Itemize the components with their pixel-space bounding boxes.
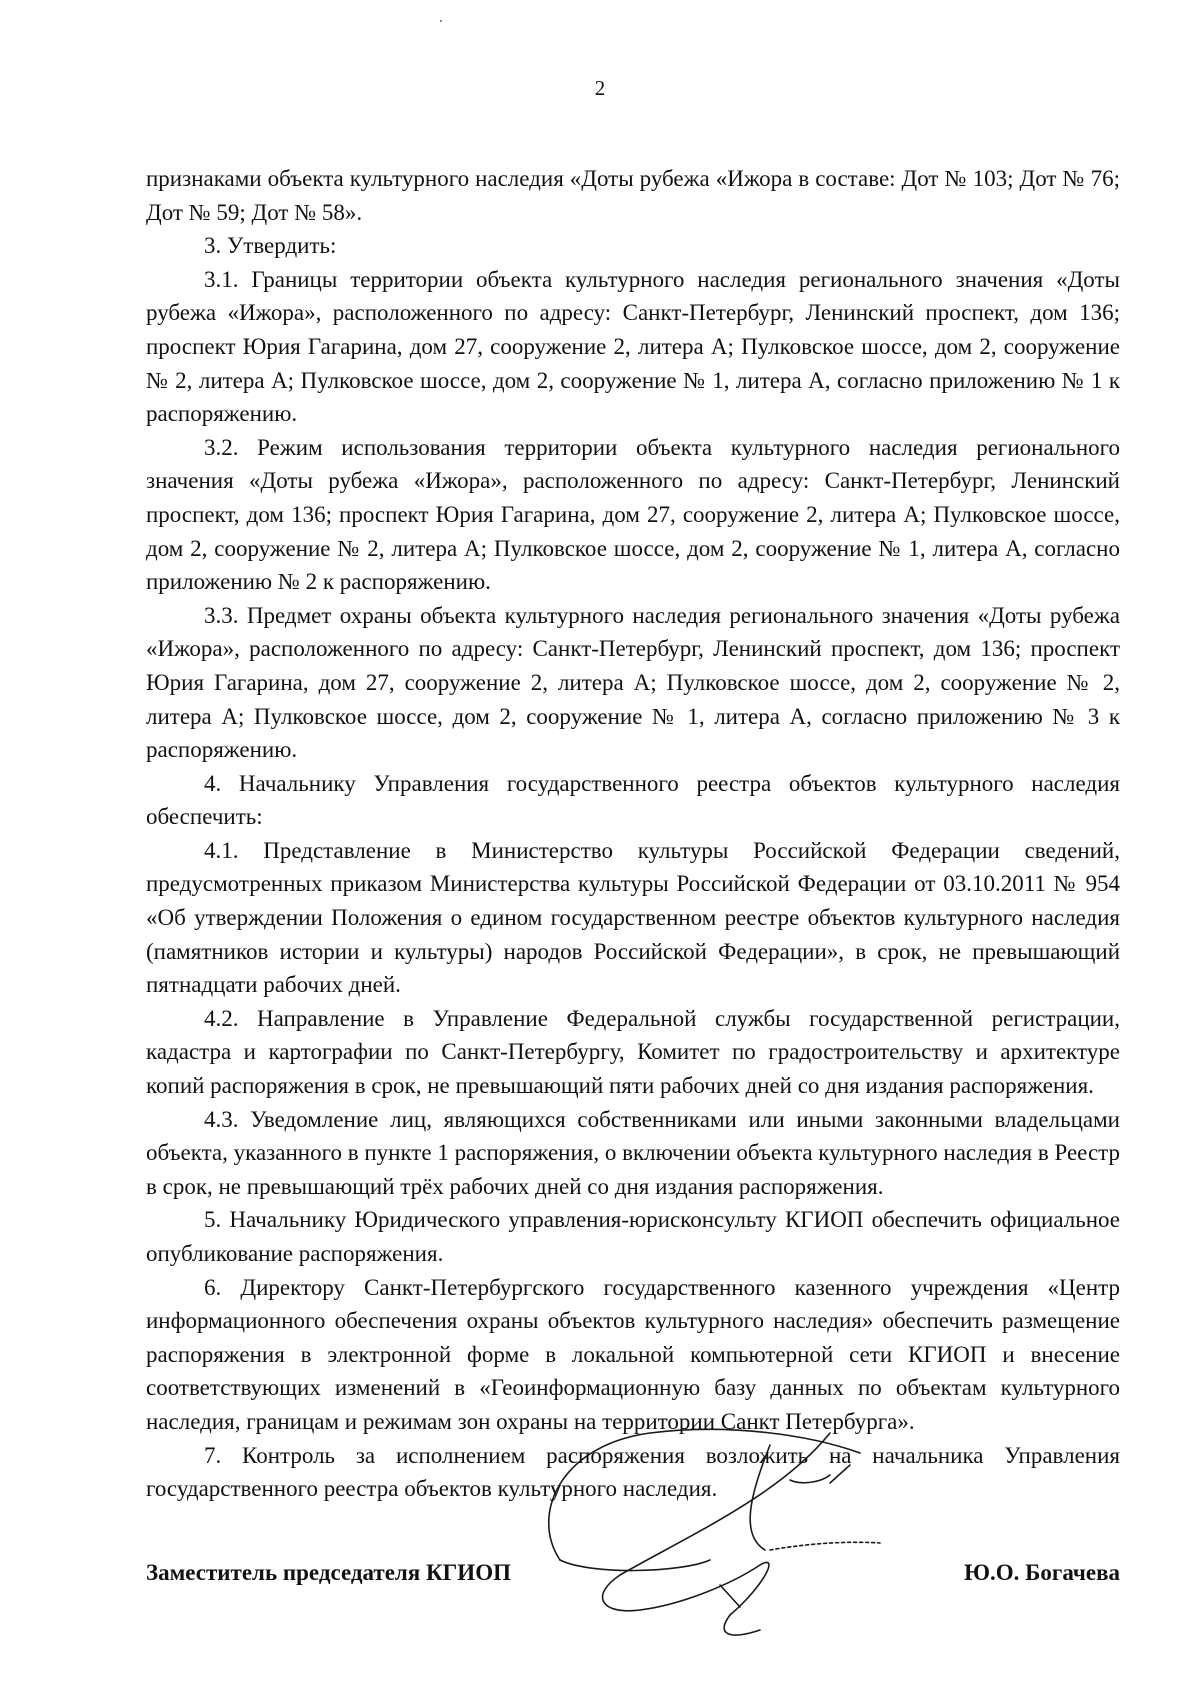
signer-position: Заместитель председателя КГИОП <box>146 1560 511 1585</box>
signer-name: Ю.О. Богачева <box>964 1560 1120 1585</box>
paragraph-item-4-1: 4.1. Представление в Министерство культуры Российской Федерации сведений, предусмотренных приказом Министерства культуры Российской Федерации от 03.10.2011 № 954 «Об утверждении Положения о едином государственном реестре объектов культурного наследия (памятников истории и культуры) народов Российской Федерации», в срок, не превышающий пятнадцати рабочих дней. <box>146 837 1120 998</box>
paragraph-item-6: 6. Директору Санкт-Петербургского государственного казенного учреждения «Центр информационного обеспечения охраны объектов культурного наследия» обеспечить размещение распоряжения в электронной форме в локальной компьютерной сети КГИОП и внесение соответствующих изменений в «Геоинформационную базу данных по объектам культурного наследия, границам и режимам зон охраны на территории Санкт Петербурга». <box>146 1274 1120 1434</box>
document-body <box>146 162 1120 1506</box>
paragraph-item-3-2: 3.2. Режим использования территории объекта культурного наследия регионального значения «Доты рубежа «Ижора», расположенного по адресу: Санкт-Петербург, Ленинский проспект, дом 136; проспект Юрия Гагарина, дом 27, сооружение 2, литера А; Пулковское шоссе, дом 2, сооружение № 2, литера А; Пулковское шоссе, дом 2, сооружение № 1, литера А, согласно приложению № 2 к распоряжению. <box>146 434 1120 595</box>
paragraph-item-4-3: 4.3. Уведомление лиц, являющихся собственниками или иными законными владельцами объекта, указанного в пункте 1 распоряжения, о включении объекта культурного наследия в Реестр в срок, не превышающий трёх рабочих дней со дня издания распоряжения. <box>146 1106 1120 1199</box>
paragraph-item-7: 7. Контроль за исполнением распоряжения возложить на начальника Управления государственного реестра объектов культурного наследия. <box>146 1442 1120 1502</box>
paragraph-continuation: признаками объекта культурного наследия «Доты рубежа «Ижора в составе: Дот № 103; Дот № 76; Дот № 59; Дот № 58». <box>146 166 1120 225</box>
paragraph-item-4-2: 4.2. Направление в Управление Федеральной службы государственной регистрации, кадастра и картографии по Санкт-Петербургу, Комитет по градостроительству и архитектуре копий распоряжения в срок, не превышающий пяти рабочих дней со дня издания распоряжения. <box>146 1005 1120 1099</box>
paragraph-item-4: 4. Начальнику Управления государственного реестра объектов культурного наследия обеспечить: <box>146 770 1120 830</box>
paragraph-item-3-1: 3.1. Границы территории объекта культурного наследия регионального значения «Доты рубежа «Ижора», расположенного по адресу: Санкт-Петербург, Ленинский проспект, дом 136; проспект Юрия Гагарина, дом 27, сооружение 2, литера А; Пулковское шоссе, дом 2, сооружение № 2, литера А; Пулковское шоссе, дом 2, сооружение № 1, литера А, согласно приложению № 1 к распоряжению. <box>146 266 1120 427</box>
signature-block <box>146 1560 1120 1600</box>
paragraph-item-3: 3. Утвердить: <box>204 233 337 259</box>
page-number: 2 <box>594 76 606 100</box>
paragraph-item-5: 5. Начальнику Юридического управления-юрисконсульту КГИОП обеспечить официальное опубликование распоряжения. <box>146 1207 1120 1266</box>
paragraph-item-3-3: 3.3. Предмет охраны объекта культурного наследия регионального значения «Доты рубежа «Ижора», расположенного по адресу: Санкт-Петербург, Ленинский проспект, дом 136; проспект Юрия Гагарина, дом 27, сооружение 2, литера А; Пулковское шоссе, дом 2, сооружение № 2, литера А; Пулковское шоссе, дом 2, сооружение № 1, литера А, согласно приложению № 3 к распоряжению. <box>146 602 1120 763</box>
scan-speck <box>440 20 442 22</box>
